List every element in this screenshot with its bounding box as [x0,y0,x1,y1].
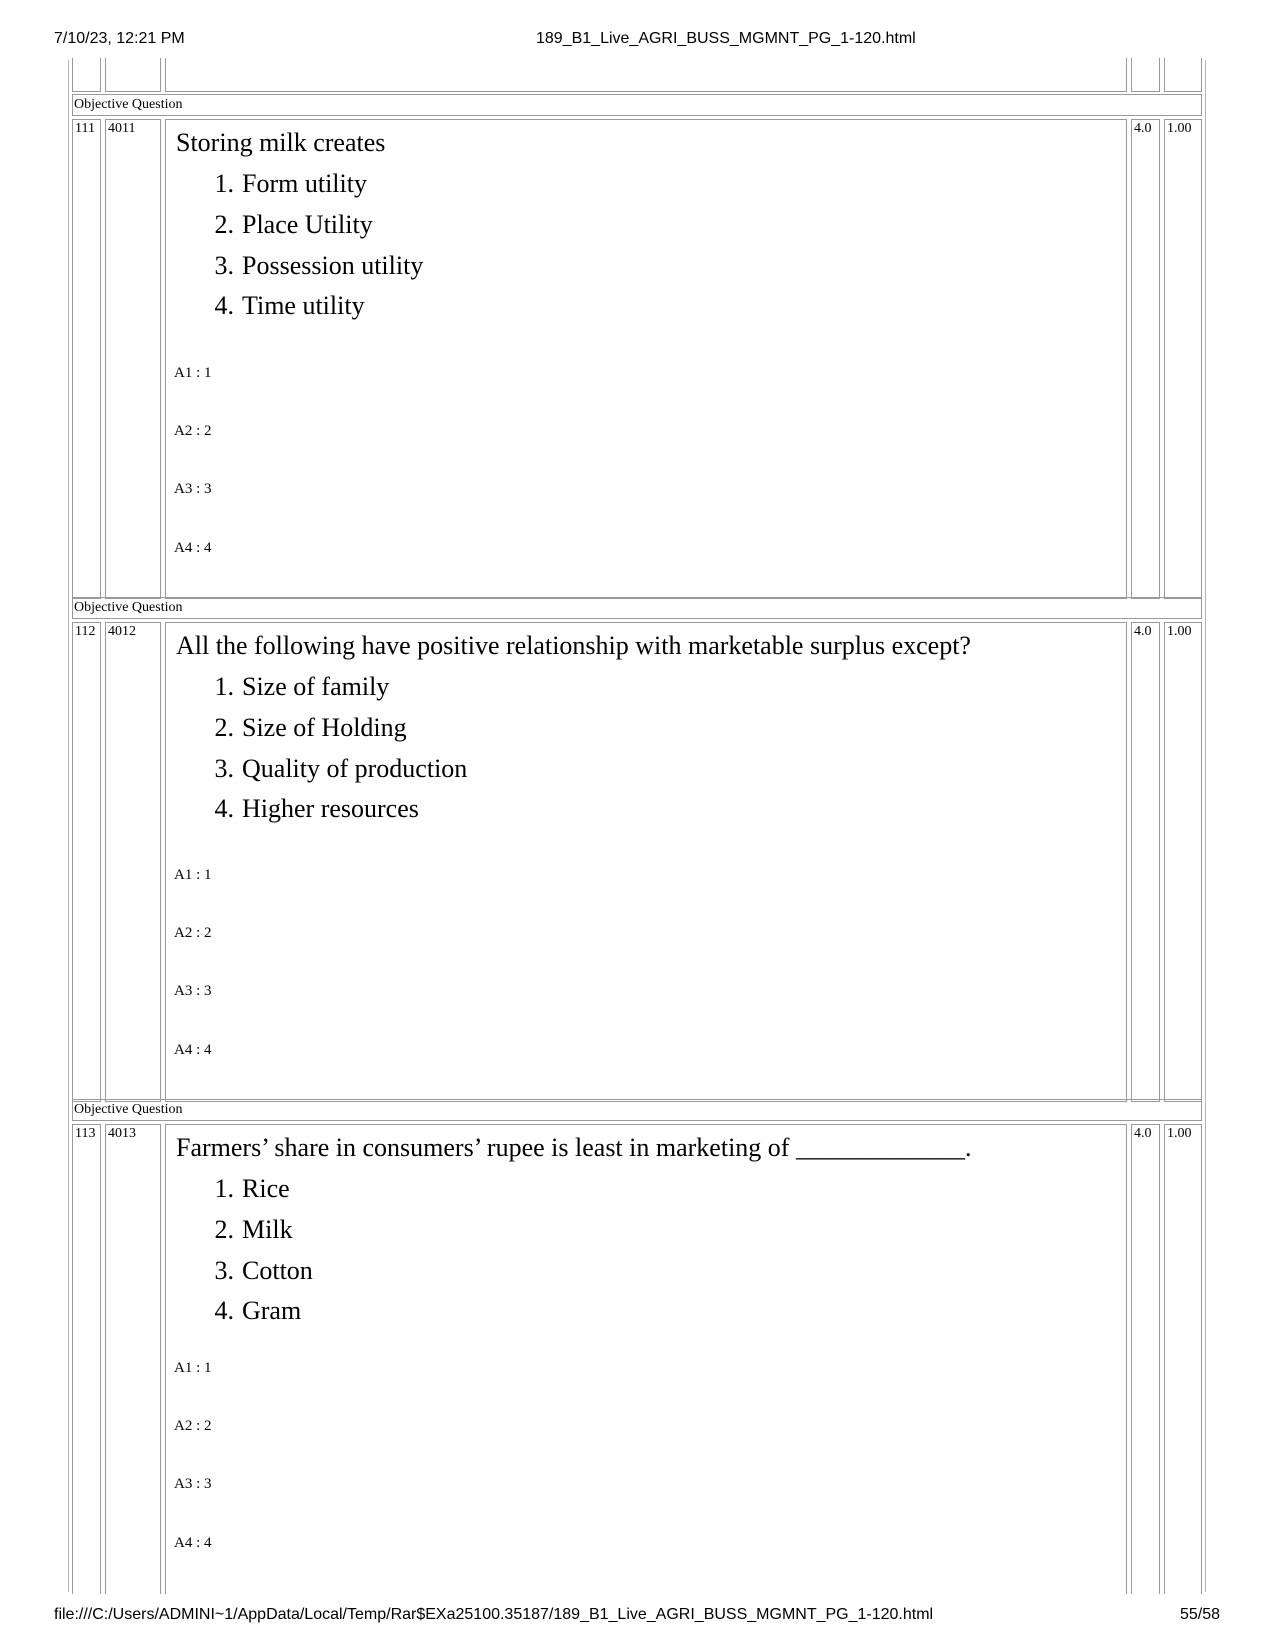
prev-row-qid-cell [105,58,161,92]
question-sno-cell [72,119,101,599]
option-number: 1. [214,169,234,198]
option-text: Place Utility [242,210,373,239]
question-sno: 111 [75,121,95,136]
question-negative-cell [1164,1124,1202,1594]
option-number: 2. [214,713,234,742]
question-negative-marks: 1.00 [1167,624,1192,639]
question-id: 4013 [108,1126,136,1141]
option-number: 3. [214,1256,234,1285]
question-text: Storing milk creates [176,128,386,157]
prev-row-sno-cell [72,58,101,92]
question-id-cell [105,622,161,1102]
question-type-label: Objective Question [72,1099,1202,1121]
option-text: Milk [242,1215,293,1244]
question-negative-cell [1164,119,1202,599]
prev-row-content-cell [165,58,1127,92]
answer-option: A4 : 4 [174,540,212,556]
option-text: Higher resources [242,794,419,823]
question-negative-marks: 1.00 [1167,121,1192,136]
option-number: 2. [214,1215,234,1244]
question-sno-cell [72,1124,101,1594]
answer-option: A3 : 3 [174,983,212,999]
question-type-label: Objective Question [72,94,1202,116]
answer-option: A2 : 2 [174,1418,212,1434]
option-number: 4. [214,1296,234,1325]
option-number: 4. [214,291,234,320]
option-number: 2. [214,210,234,239]
option-text: Gram [242,1296,302,1325]
answer-option: A2 : 2 [174,925,212,941]
question-marks-cell [1131,119,1160,599]
option-text: Cotton [242,1256,313,1285]
question-marks: 4.0 [1134,121,1152,136]
option-text: Size of family [242,672,390,701]
answer-option: A4 : 4 [174,1535,212,1551]
answer-option: A1 : 1 [174,1360,212,1376]
question-content-cell [165,1124,1127,1594]
question-sno: 112 [75,624,96,639]
option-text: Time utility [242,291,365,320]
option-number: 1. [214,1174,234,1203]
option-number: 3. [214,754,234,783]
answer-option: A3 : 3 [174,1476,212,1492]
answer-option: A3 : 3 [174,481,212,497]
answer-option: A1 : 1 [174,365,212,381]
question-marks-cell [1131,622,1160,1102]
table-outer-left-border [68,60,69,1592]
prev-row-marks-cell [1131,58,1160,92]
question-type-label: Objective Question [72,597,1202,619]
answer-option: A2 : 2 [174,423,212,439]
question-text: Farmers’ share in consumers’ rupee is least in marketing of _____________. [176,1133,972,1162]
question-id: 4012 [108,624,136,639]
prev-row-negative-cell [1164,58,1202,92]
answer-option: A1 : 1 [174,867,212,883]
question-marks: 4.0 [1134,624,1152,639]
answer-option: A4 : 4 [174,1042,212,1058]
question-id-cell [105,119,161,599]
question-marks-cell [1131,1124,1160,1594]
print-title: 189_B1_Live_AGRI_BUSS_MGMNT_PG_1-120.html [536,30,916,47]
table-outer-right-border [1205,60,1206,1592]
option-text: Size of Holding [242,713,407,742]
print-datetime: 7/10/23, 12:21 PM [54,30,185,47]
question-id-cell [105,1124,161,1594]
question-text: All the following have positive relationship with marketable surplus except? [176,631,971,660]
print-page-number: 55/58 [1180,1606,1221,1623]
question-negative-marks: 1.00 [1167,1126,1192,1141]
option-text: Rice [242,1174,290,1203]
option-text: Form utility [242,169,367,198]
question-sno: 113 [75,1126,96,1141]
option-number: 3. [214,251,234,280]
question-negative-cell [1164,622,1202,1102]
question-id: 4011 [108,121,136,136]
question-sno-cell [72,622,101,1102]
print-file-path: file:///C:/Users/ADMINI~1/AppData/Local/Temp/Rar$EXa25100.35187/189_B1_Live_AGRI_BUSS_MGMNT_PG_1-120.html [54,1606,934,1623]
option-text: Quality of production [242,754,468,783]
option-text: Possession utility [242,251,424,280]
option-number: 4. [214,794,234,823]
option-number: 1. [214,672,234,701]
question-marks: 4.0 [1134,1126,1152,1141]
